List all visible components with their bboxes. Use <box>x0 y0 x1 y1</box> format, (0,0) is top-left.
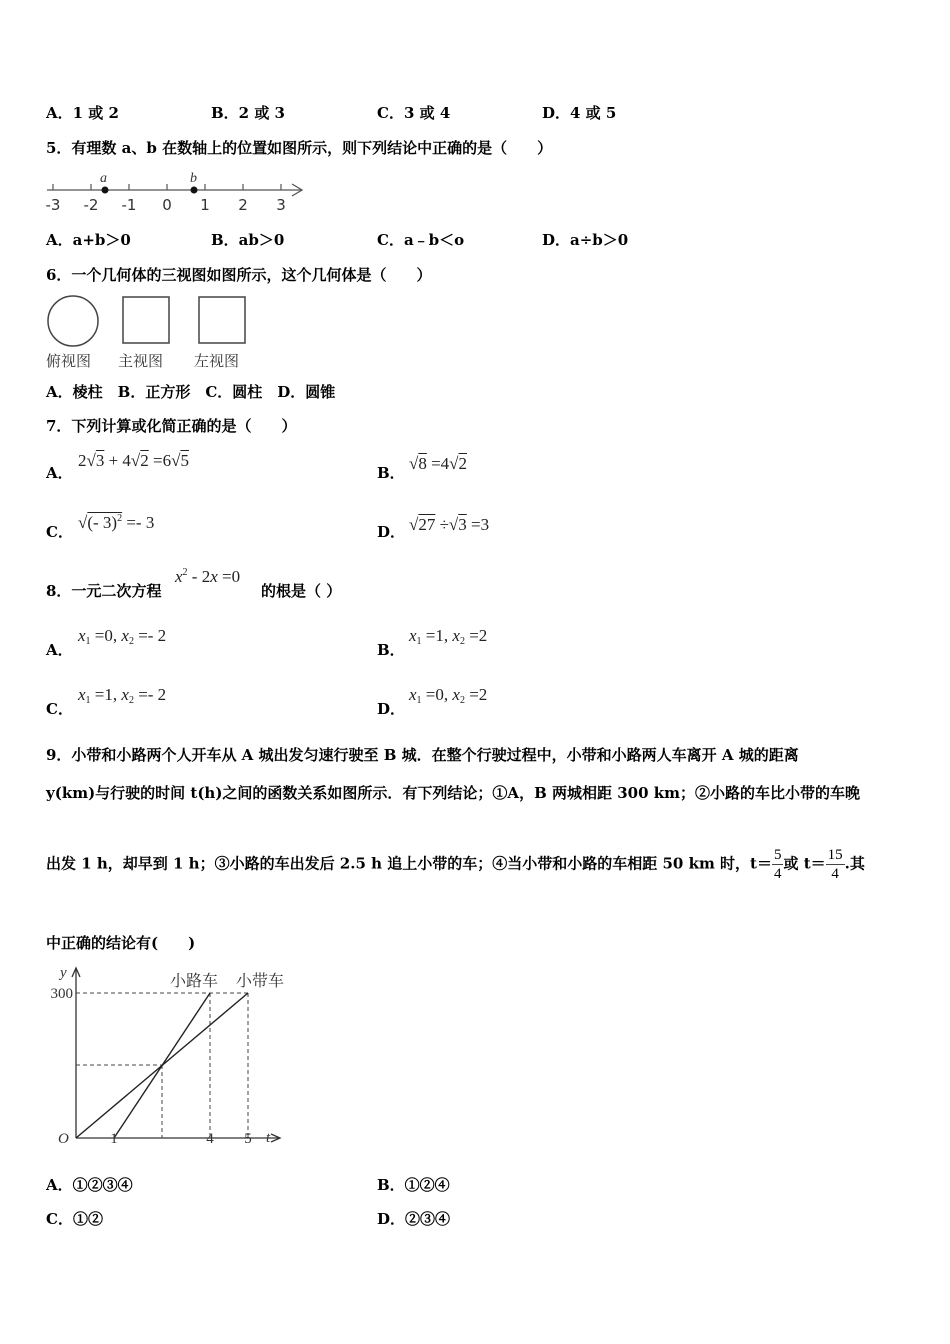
tick-label: -2 <box>83 196 99 214</box>
q5-option-b: B．ab＞0 <box>211 231 285 249</box>
q9-line3 <box>46 846 865 883</box>
q8-stem-post: 的根是（ ） <box>261 582 342 600</box>
q5-option-a: A．a+b＞0 <box>46 231 131 249</box>
q9-option-b: B．①②④ <box>377 1176 450 1194</box>
q9-line3-post: .其 <box>844 854 865 873</box>
q8-equation: $x^2 - 2x =0$ <box>175 567 241 586</box>
side-view-label: 左视图 <box>194 352 240 370</box>
q5-option-d: D．a÷b＞0 <box>542 231 629 249</box>
q8-label-c: C． <box>46 700 73 718</box>
q7-expr-a: 2√3 + 4√2 =6√5 <box>78 451 189 470</box>
q9-option-a: A．①②③④ <box>46 1176 133 1194</box>
q5-option-c: C．a﹣b＜o <box>377 231 465 249</box>
distance-time-graph <box>40 960 300 1160</box>
tick-label: 2 <box>238 196 248 214</box>
q7-expr-d: √27 ÷√3 =3 <box>409 515 490 534</box>
q4-option-b: B．2 或 3 <box>211 104 285 122</box>
q8-label-b: B． <box>377 641 405 659</box>
t-tick-4: 4 <box>206 1131 214 1147</box>
number-line-figure <box>44 168 306 216</box>
q9-option-c: C．①② <box>46 1210 103 1228</box>
q7-label-c: C． <box>46 523 73 541</box>
q4-option-a: A．1 或 2 <box>46 104 119 122</box>
point-b <box>191 187 198 194</box>
y-tick-300: 300 <box>50 986 73 1002</box>
q8-expr-b: $x_1 =1$, $x_2 =2$ <box>409 626 488 647</box>
q8-expr-c: $x_1 =1$, $x_2 =- 2$ <box>78 685 167 706</box>
q9-line2: y(km)与行驶的时间 t(h)之间的函数关系如图所示．有下列结论；①A，B 两城相距 300 km；②小路的车比小带的车晚 <box>46 784 860 802</box>
q7-label-a: A． <box>46 464 73 482</box>
q9-line3-pre: 出发 1 h，却早到 1 h；③小路的车出发后 2.5 h 追上小带的车；④当小带和小路的车相距 50 km 时，t＝ <box>46 854 772 873</box>
three-views-figure <box>44 293 256 349</box>
front-view-label: 主视图 <box>118 352 164 370</box>
q9-line4: 中正确的结论有( ) <box>46 934 196 952</box>
top-view-label: 俯视图 <box>46 352 92 370</box>
tick-label: 1 <box>200 196 210 214</box>
point-a-label: a <box>100 171 107 186</box>
q7-expr-b: √8 =4√2 <box>409 454 468 473</box>
y-axis-label: y <box>60 965 67 981</box>
point-a <box>102 187 109 194</box>
q8-label-a: A． <box>46 641 73 659</box>
q9-line3-mid: 或 t＝ <box>783 854 826 873</box>
xiaodai-label: 小带车 <box>236 971 285 990</box>
q4-option-d: D．4 或 5 <box>542 104 617 122</box>
top-view-circle <box>48 296 98 346</box>
q8-expr-a: $x_1 =0$, $x_2 =- 2$ <box>78 626 167 647</box>
t-axis-label: t <box>266 1130 271 1146</box>
q7-label-d: D． <box>377 523 406 541</box>
front-view-square <box>123 297 169 343</box>
tick-label: 3 <box>276 196 286 214</box>
q7-label-b: B． <box>377 464 405 482</box>
q4-option-c: C．3 或 4 <box>377 104 451 122</box>
side-view-square <box>199 297 245 343</box>
fraction-15-4: $\frac{15}{4}$ <box>827 847 843 882</box>
point-b-label: b <box>190 171 197 186</box>
q6-stem: 6．一个几何体的三视图如图所示，这个几何体是（ ） <box>46 266 432 284</box>
xiaolu-label: 小路车 <box>170 971 219 990</box>
q7-expr-c: √(- 3)$^2$ =- 3 <box>78 513 155 532</box>
t-tick-5: 5 <box>244 1131 252 1147</box>
fraction-5-4: $\frac{5}{4}$ <box>773 847 782 882</box>
q9-option-d: D．②③④ <box>377 1210 451 1228</box>
tick-label: 0 <box>162 196 172 214</box>
q9-line1: 9．小带和小路两个人开车从 A 城出发匀速行驶至 B 城．在整个行驶过程中，小带和小路两人车离开 A 城的距离 <box>46 746 799 764</box>
q8-label-d: D． <box>377 700 406 718</box>
q6-options: A．棱柱 B．正方形 C．圆柱 D．圆锥 <box>46 383 336 401</box>
t-tick-1: 1 <box>110 1131 118 1147</box>
origin-label: O <box>58 1131 69 1147</box>
q7-stem: 7．下列计算或化简正确的是（ ） <box>46 417 297 435</box>
q5-stem: 5．有理数 a、b 在数轴上的位置如图所示，则下列结论中正确的是（ ） <box>46 139 553 157</box>
tick-label: -1 <box>121 196 137 214</box>
q8-expr-d: $x_1 =0$, $x_2 =2$ <box>409 685 488 706</box>
q8-stem-pre: 8．一元二次方程 <box>46 582 162 600</box>
tick-label: -3 <box>45 196 61 214</box>
